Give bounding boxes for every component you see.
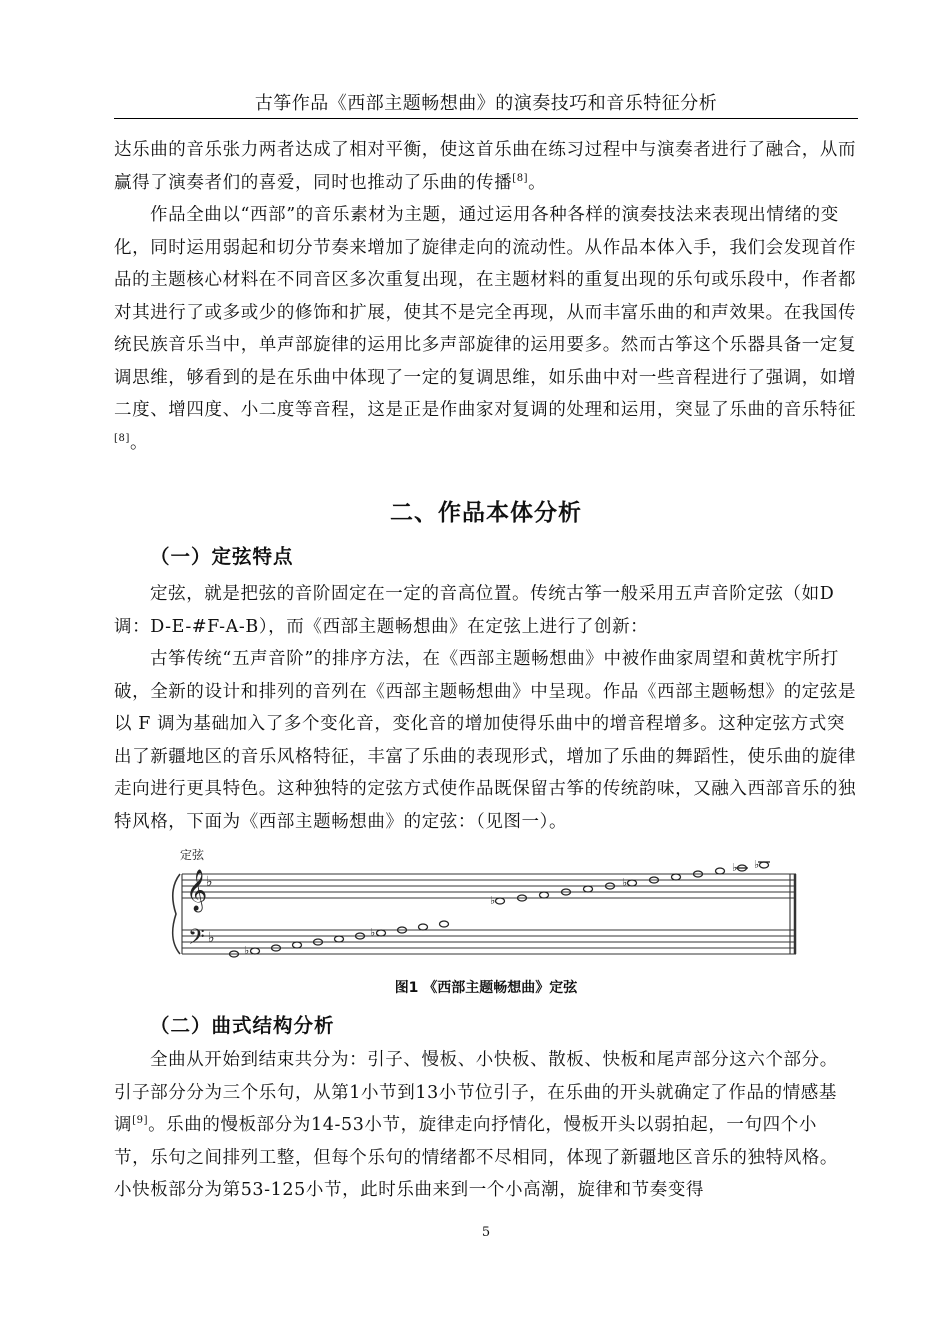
flat-key-signature-icon: ♭: [206, 874, 213, 890]
tuning-score-figure: [160, 842, 800, 964]
svg-text:♭: ♭: [244, 944, 250, 957]
paragraph-structure: [114, 1044, 842, 1207]
svg-text:♭: ♭: [622, 876, 628, 889]
page-number: 5: [481, 1225, 491, 1240]
paragraph-tail: 。: [528, 172, 547, 193]
paragraph-tuning-definition: 定弦，就是把弦的音阶固定在一定的音高位置。传统古筝一般采用五声音阶定弦（如D调：D-E-#F-A-B），而《西部主题畅想曲》在定弦上进行了创新：: [114, 584, 835, 637]
running-header: 古筝作品《西部主题畅想曲》的演奏技巧和音乐特征分析: [254, 93, 718, 114]
svg-text:♭: ♭: [490, 894, 496, 907]
paragraph-text-continued: 。乐曲的慢板部分为14-53小节，旋律走向抒情化，慢板开头以弱拍起，一句四个小节，乐句之间排列工整，但每个乐句的情绪都不尽相同，体现了新疆地区音乐的独特风格。小快板部分为第53-125小节，此时乐曲来到一个小高潮，旋律和节奏变得: [114, 1115, 838, 1200]
bass-clef-icon: 𝄢: [188, 925, 205, 955]
svg-text:♭: ♭: [732, 861, 738, 874]
svg-text:♭: ♭: [370, 926, 376, 939]
paragraph-theme: [114, 199, 858, 459]
paragraph-tuning-innovation: 古筝传统“五声音阶”的排序方法，在《西部主题畅想曲》中被作曲家周望和黄枕宇所打破，全新的设计和排列的音列在《西部主题畅想曲》中呈现。作品《西部主题畅想》的定弦是以 F 调为基础加入了多个变化音，变化音的增加使得乐曲中的增音程增多。这种定弦方式突出了新疆地区的音乐风格特征，丰富了乐曲的表现形式，增加了乐曲的舞蹈性，使乐曲的旋律走向进行更具特色。这种独特的定弦方式使作品既保留古筝的传统韵味，又融入西部音乐的独特风格，下面为《西部主题畅想曲》的定弦：（见图一）。: [114, 649, 857, 832]
paragraph-text: 作品全曲以“西部”的音乐素材为主题，通过运用各种各样的演奏技法来表现出情绪的变化，同时运用弱起和切分节奏来增加了旋律走向的流动性。从作品本体入手，我们会发现首作品的主题核心材料在不同音区多次重复出现，在主题材料的重复出现的乐句或乐段中，作者都对其进行了或多或少的修饰和扩展，使其不是完全再现，从而丰富乐曲的和声效果。在我国传统民族音乐当中，单声部旋律的运用比多声部旋律的运用要多。然而古筝这个乐器具备一定复调思维，够看到的是在乐曲中体现了一定的复调思维，如乐曲中对一些音程进行了强调，如增二度、增四度、小二度等音程，这是正是作曲家对复调的处理和运用，突显了乐曲的音乐特征: [114, 205, 857, 420]
paragraph-text: 全曲从开始到结束共分为：引子、慢板、小快板、散板、快板和尾声部分这六个部分。引子部分分为三个乐句，从第1小节到13小节位引子，在乐曲的开头就确定了作品的情感基调: [114, 1050, 838, 1135]
figure-score-label: 定弦: [180, 848, 205, 862]
paragraph-continuation: [114, 134, 858, 199]
treble-clef-icon: 𝄞: [186, 870, 208, 911]
svg-text:♭: ♭: [754, 858, 760, 871]
citation: [8]: [512, 172, 529, 184]
paragraph-text: 达乐曲的音乐张力两者达成了相对平衡，使这首乐曲在练习过程中与演奏者进行了融合，从而赢得了演奏者们的喜爱，同时也推动了乐曲的传播: [114, 140, 857, 193]
citation: [9]: [132, 1115, 149, 1127]
citation: [8]: [114, 432, 130, 444]
section-title: 二、作品本体分析: [390, 500, 582, 526]
header-rule: [114, 118, 858, 119]
paragraph-tail: 。: [129, 432, 149, 453]
figure-caption: 图1 《西部主题畅想曲》定弦: [394, 980, 578, 996]
subsection-title-structure: （二）曲式结构分析: [150, 1014, 335, 1037]
subsection-title-tuning: （一）定弦特点: [150, 545, 294, 568]
flat-key-signature-icon: ♭: [208, 930, 215, 946]
